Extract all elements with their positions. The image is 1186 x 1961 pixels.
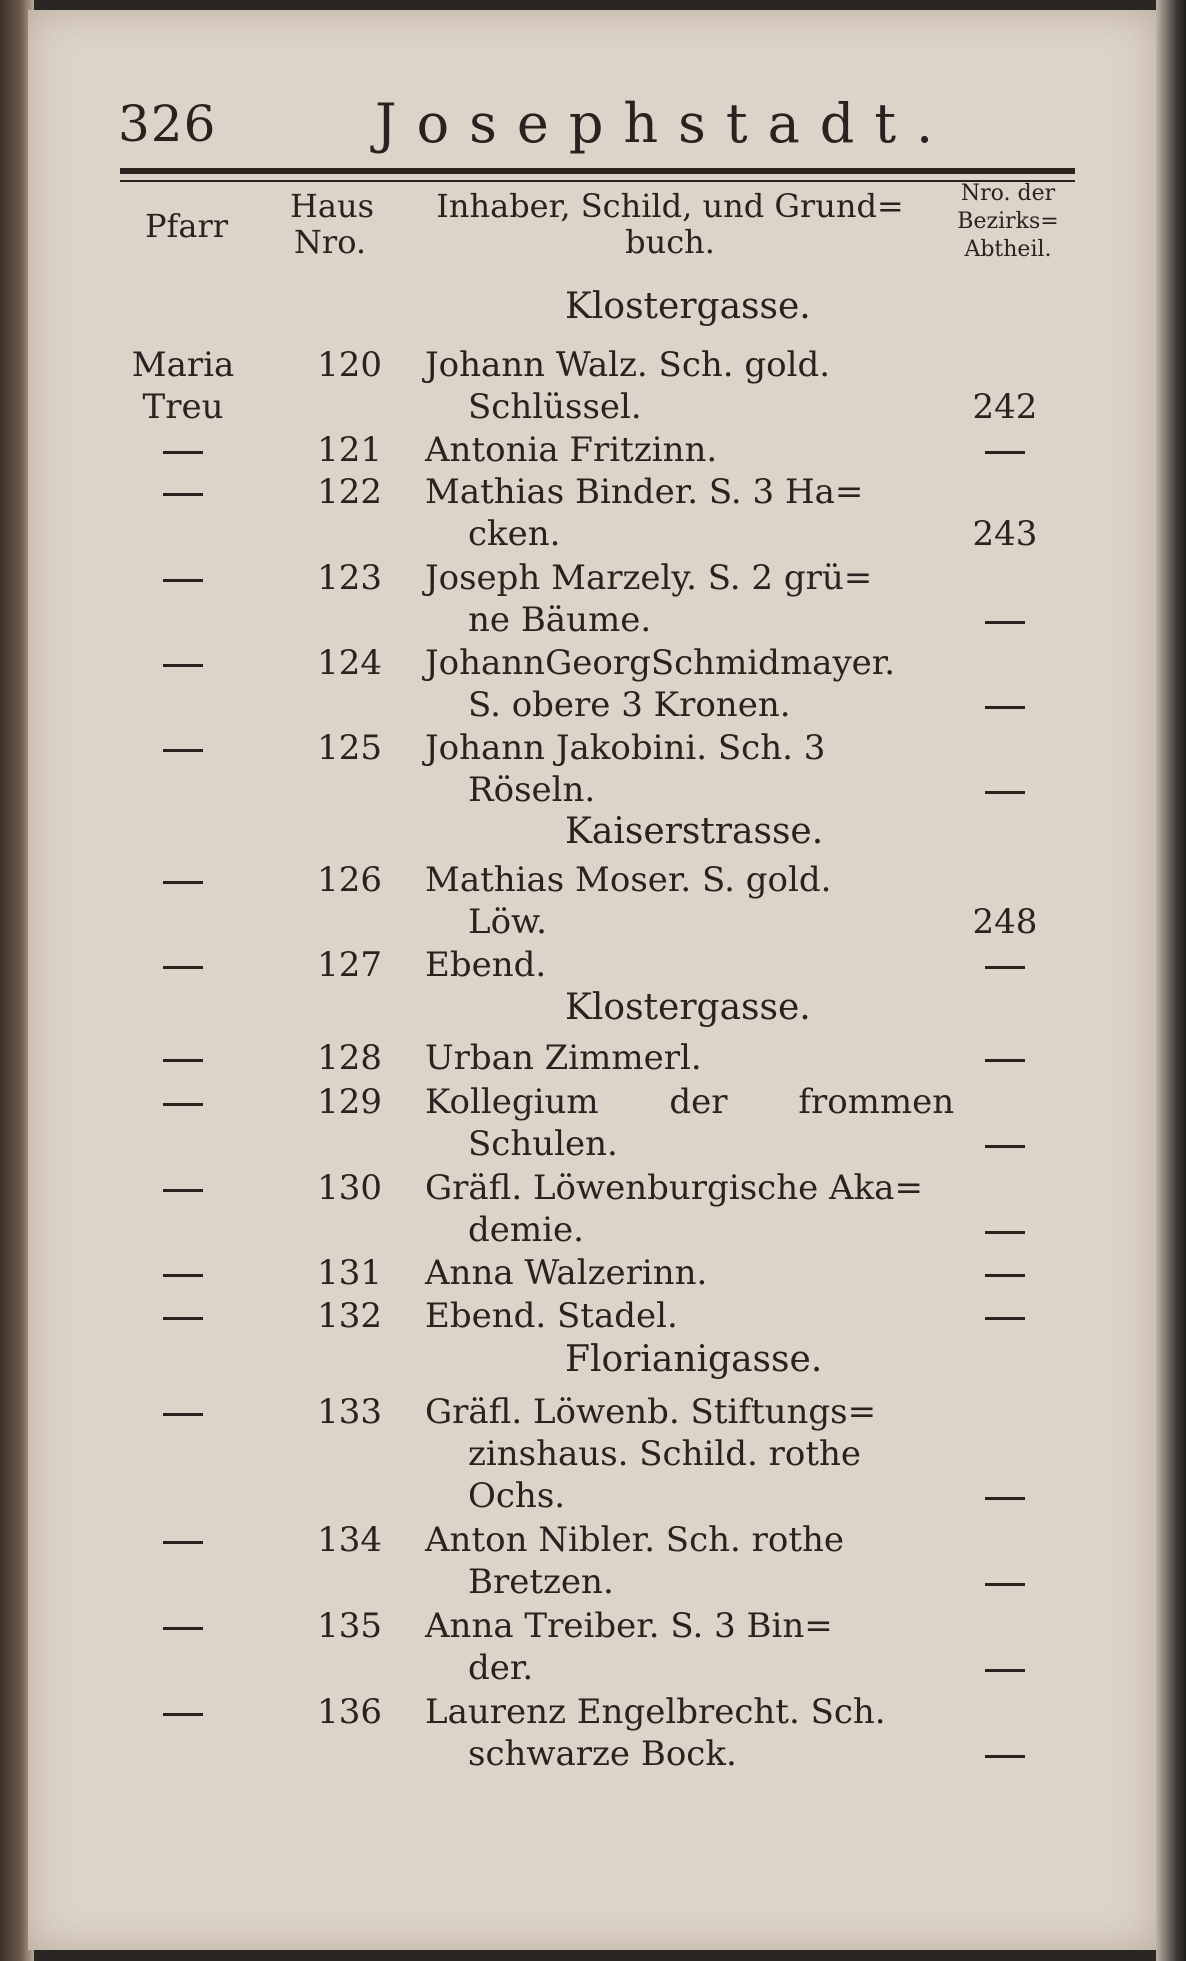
entry-text: Urban Zimmerl.: [425, 1038, 702, 1078]
house-number: 123: [317, 558, 382, 598]
column-header-bezirk-line1: Nro. der: [960, 181, 1056, 206]
entry-text: Gräfl. Löwenb. Stiftungs=: [425, 1392, 877, 1432]
ditto-dash: [955, 770, 1055, 810]
entry-text: Schlüssel.: [468, 387, 642, 427]
ditto-dash: [118, 643, 248, 683]
bezirk-number: 248: [972, 902, 1038, 942]
entry-text: ne Bäume.: [468, 600, 652, 640]
column-header-haus-line1: Haus: [290, 187, 375, 225]
ditto-dash: [118, 1082, 248, 1122]
house-number: 121: [317, 430, 382, 470]
house-number: 132: [317, 1296, 382, 1336]
ditto-dash: [955, 1296, 1055, 1336]
entry-text: Anna Walzerinn.: [425, 1253, 708, 1293]
entry-text: Johann Jakobini. Sch. 3: [425, 728, 826, 768]
column-header-haus: [290, 187, 375, 261]
entry-text: Gräfl. Löwenburgische Aka=: [425, 1168, 923, 1208]
entry-text: Röseln.: [468, 770, 596, 810]
ditto-dash: [955, 1124, 1055, 1164]
house-number: 127: [317, 945, 382, 985]
entry-text: cken.: [468, 514, 561, 554]
entry-text: Bretzen.: [468, 1562, 614, 1602]
ditto-dash: [955, 1253, 1055, 1293]
bezirk-number: 243: [972, 514, 1038, 554]
column-header-bezirk-line3: Abtheil.: [964, 237, 1052, 262]
house-number: 130: [317, 1168, 382, 1208]
entry-text: der.: [468, 1648, 534, 1688]
house-number: 134: [317, 1520, 382, 1560]
house-number: 125: [317, 728, 382, 768]
pfarr-name: Treu: [142, 387, 224, 427]
header-rule-thin: [120, 180, 1075, 182]
house-number: 131: [317, 1253, 382, 1293]
header-rule-thick: [120, 168, 1075, 174]
entry-text: Löw.: [468, 902, 547, 942]
ditto-dash: [118, 860, 248, 900]
entry-text: Antonia Fritzinn.: [425, 430, 718, 470]
column-header-pfarr: Pfarr: [145, 207, 229, 245]
street-heading: Florianigasse.: [565, 1339, 823, 1380]
ditto-dash: [118, 472, 248, 512]
entry-text: Johann Walz. Sch. gold.: [425, 345, 831, 385]
ditto-dash: [118, 430, 248, 470]
ditto-dash: [118, 945, 248, 985]
entry-text: demie.: [468, 1210, 584, 1250]
entry-text: schwarze Bock.: [468, 1734, 737, 1774]
house-number: 128: [317, 1038, 382, 1078]
ditto-dash: [955, 685, 1055, 725]
column-header-bezirk: [938, 180, 1078, 264]
running-head: Josephstadt.: [375, 92, 954, 155]
entry-text: Joseph Marzely. S. 2 grü=: [425, 558, 873, 598]
ditto-dash: [118, 1253, 248, 1293]
ditto-dash: [118, 1296, 248, 1336]
house-number: 133: [317, 1392, 382, 1432]
street-heading: Klostergasse.: [565, 987, 811, 1028]
entry-text: Anna Treiber. S. 3 Bin=: [425, 1606, 833, 1646]
ditto-dash: [955, 600, 1055, 640]
entry-text: zinshaus. Schild. rothe: [468, 1434, 862, 1474]
entry-text: Schulen.: [468, 1124, 618, 1164]
street-heading: Kaiserstrasse.: [565, 811, 824, 852]
ditto-dash: [118, 558, 248, 598]
page-edge: [1156, 0, 1186, 1961]
house-number: 122: [317, 472, 382, 512]
street-heading: Klostergasse.: [565, 286, 811, 327]
entry-text: Kollegium der frommen: [425, 1082, 955, 1122]
house-number: 136: [317, 1692, 382, 1732]
ditto-dash: [118, 1392, 248, 1432]
entry-text: Anton Nibler. Sch. rothe: [425, 1520, 845, 1560]
ditto-dash: [955, 1734, 1055, 1774]
column-header-bezirk-line2: Bezirks=: [957, 209, 1059, 234]
ditto-dash: [955, 1476, 1055, 1516]
column-header-inhaber-line1: Inhaber, Schild, und Grund=: [436, 187, 904, 225]
house-number: 124: [317, 643, 382, 683]
column-header-haus-line2: Nro.: [293, 223, 367, 261]
ditto-dash: [118, 1038, 248, 1078]
entry-text: Ebend. Stadel.: [425, 1296, 678, 1336]
entry-text: Laurenz Engelbrecht. Sch.: [425, 1692, 886, 1732]
ditto-dash: [955, 1648, 1055, 1688]
page-number: 326: [118, 95, 217, 153]
column-header-inhaber: [425, 188, 915, 260]
ditto-dash: [955, 430, 1055, 470]
entry-text: S. obere 3 Kronen.: [468, 685, 791, 725]
ditto-dash: [955, 1210, 1055, 1250]
ditto-dash: [955, 945, 1055, 985]
house-number: 126: [317, 860, 382, 900]
ditto-dash: [118, 1606, 248, 1646]
column-header-inhaber-line2: buch.: [625, 223, 715, 261]
ditto-dash: [955, 1038, 1055, 1078]
entry-text: Ebend.: [425, 945, 547, 985]
ditto-dash: [118, 728, 248, 768]
entry-text: Mathias Binder. S. 3 Ha=: [425, 472, 864, 512]
ditto-dash: [118, 1168, 248, 1208]
house-number: 120: [317, 345, 382, 385]
entry-text: Mathias Moser. S. gold.: [425, 860, 832, 900]
entry-text: Ochs.: [468, 1476, 566, 1516]
entry-text: JohannGeorgSchmidmayer.: [425, 643, 896, 683]
ditto-dash: [955, 1562, 1055, 1602]
house-number: 129: [317, 1082, 382, 1122]
bezirk-number: 242: [972, 387, 1038, 427]
pfarr-name: Maria: [131, 345, 235, 385]
ditto-dash: [118, 1520, 248, 1560]
ditto-dash: [118, 1692, 248, 1732]
house-number: 135: [317, 1606, 382, 1646]
